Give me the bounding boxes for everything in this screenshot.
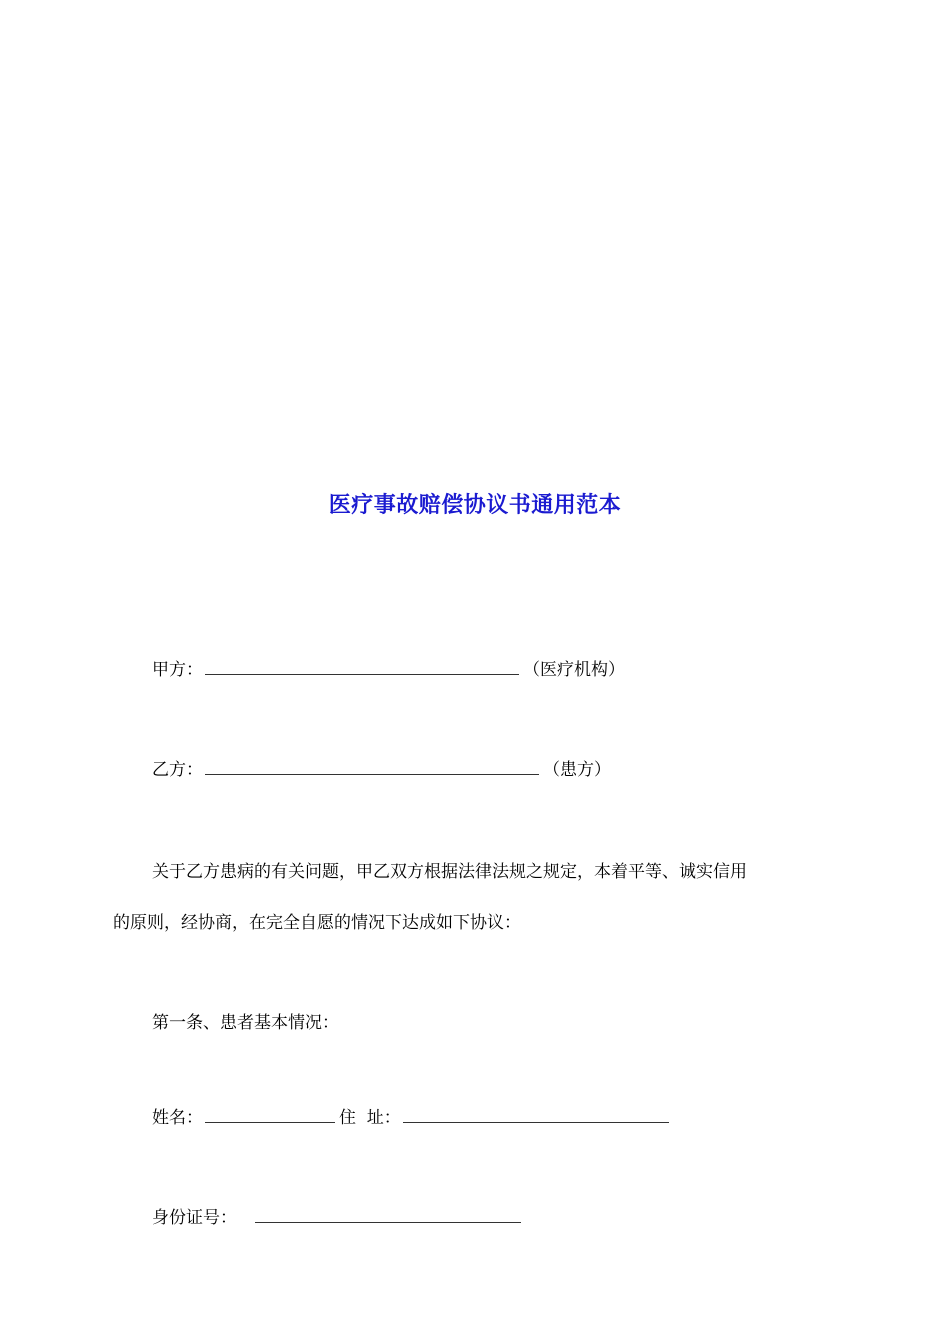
name-blank[interactable] — [205, 1106, 335, 1123]
address-blank[interactable] — [403, 1106, 669, 1123]
party-b-blank[interactable] — [205, 758, 539, 775]
id-number-blank[interactable] — [255, 1206, 521, 1223]
id-number-line — [152, 1206, 525, 1230]
party-b-label: 乙方： — [152, 760, 203, 780]
intro-line-1: 关于乙方患病的有关问题，甲乙双方根据法律法规之规定，本着平等、诚实信用 — [152, 862, 747, 882]
address-label: 住 址： — [339, 1108, 401, 1128]
article-1-heading: 第一条、患者基本情况： — [152, 1013, 339, 1033]
party-a-label: 甲方： — [152, 660, 203, 680]
party-a-blank[interactable] — [205, 658, 519, 675]
party-b-line — [152, 758, 611, 782]
id-number-label: 身份证号： — [152, 1208, 237, 1228]
party-a-suffix: （医疗机构） — [523, 660, 625, 680]
party-a-line — [152, 658, 625, 682]
intro-line-2: 的原则，经协商，在完全自愿的情况下达成如下协议： — [113, 913, 521, 933]
document-title: 医疗事故赔偿协议书通用范本 — [328, 492, 622, 518]
name-address-line — [152, 1106, 673, 1130]
name-label: 姓名： — [152, 1108, 203, 1128]
party-b-suffix: （患方） — [543, 760, 611, 780]
